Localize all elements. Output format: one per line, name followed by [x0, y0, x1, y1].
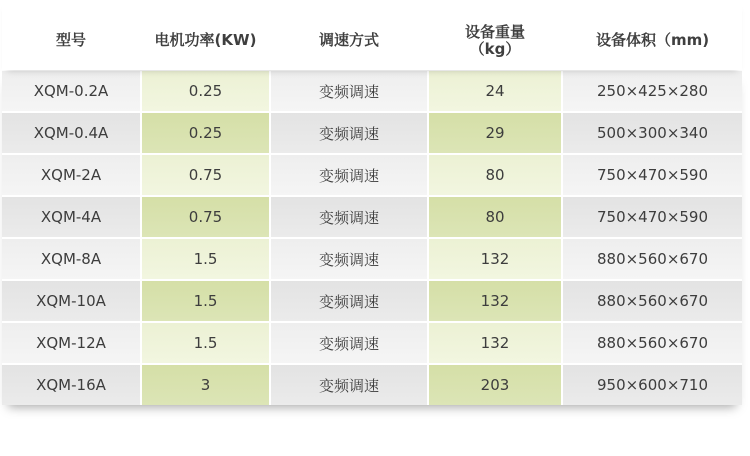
cell-volume: 950×600×710 [563, 365, 742, 405]
cell-model: XQM-2A [2, 155, 140, 195]
cell-model: XQM-0.4A [2, 113, 140, 153]
cell-volume: 880×560×670 [563, 281, 742, 321]
cell-power: 0.25 [142, 71, 269, 111]
cell-speed: 变频调速 [271, 197, 427, 237]
cell-weight: 132 [429, 323, 561, 363]
cell-speed: 变频调速 [271, 239, 427, 279]
cell-weight: 132 [429, 281, 561, 321]
cell-volume: 750×470×590 [563, 197, 742, 237]
cell-model: XQM-4A [2, 197, 140, 237]
header-weight [429, 12, 561, 70]
cell-weight: 80 [429, 155, 561, 195]
cell-speed: 变频调速 [271, 281, 427, 321]
cell-volume: 250×425×280 [563, 71, 742, 111]
cell-model: XQM-10A [2, 281, 140, 321]
cell-speed: 变频调速 [271, 365, 427, 405]
cell-model: XQM-12A [2, 323, 140, 363]
cell-power: 1.5 [142, 239, 269, 279]
cell-weight: 80 [429, 197, 561, 237]
spec-table [2, 0, 742, 405]
cell-model: XQM-8A [2, 239, 140, 279]
cell-speed: 变频调速 [271, 155, 427, 195]
header-power: 电机功率(KW) [154, 31, 257, 50]
cell-power: 1.5 [142, 281, 269, 321]
cell-speed: 变频调速 [271, 113, 427, 153]
cell-weight: 132 [429, 239, 561, 279]
cell-volume: 750×470×590 [563, 155, 742, 195]
cell-model: XQM-0.2A [2, 71, 140, 111]
spec-table-header-row [2, 0, 742, 70]
cell-weight: 29 [429, 113, 561, 153]
spec-table-body [2, 70, 742, 405]
cell-power: 3 [142, 365, 269, 405]
header-model: 型号 [55, 31, 86, 50]
cell-power: 0.25 [142, 113, 269, 153]
header-speed: 调速方式 [318, 31, 379, 50]
cell-volume: 500×300×340 [563, 113, 742, 153]
cell-speed: 变频调速 [271, 71, 427, 111]
cell-speed: 变频调速 [271, 323, 427, 363]
cell-power: 0.75 [142, 155, 269, 195]
header-weight-line2: （kg） [469, 40, 521, 58]
header-weight-line1: 设备重量 [464, 22, 525, 41]
cell-volume: 880×560×670 [563, 323, 742, 363]
header-volume: 设备体积（mm) [595, 31, 710, 50]
cell-volume: 880×560×670 [563, 239, 742, 279]
cell-power: 0.75 [142, 197, 269, 237]
cell-power: 1.5 [142, 323, 269, 363]
cell-model: XQM-16A [2, 365, 140, 405]
cell-weight: 24 [429, 71, 561, 111]
cell-weight: 203 [429, 365, 561, 405]
